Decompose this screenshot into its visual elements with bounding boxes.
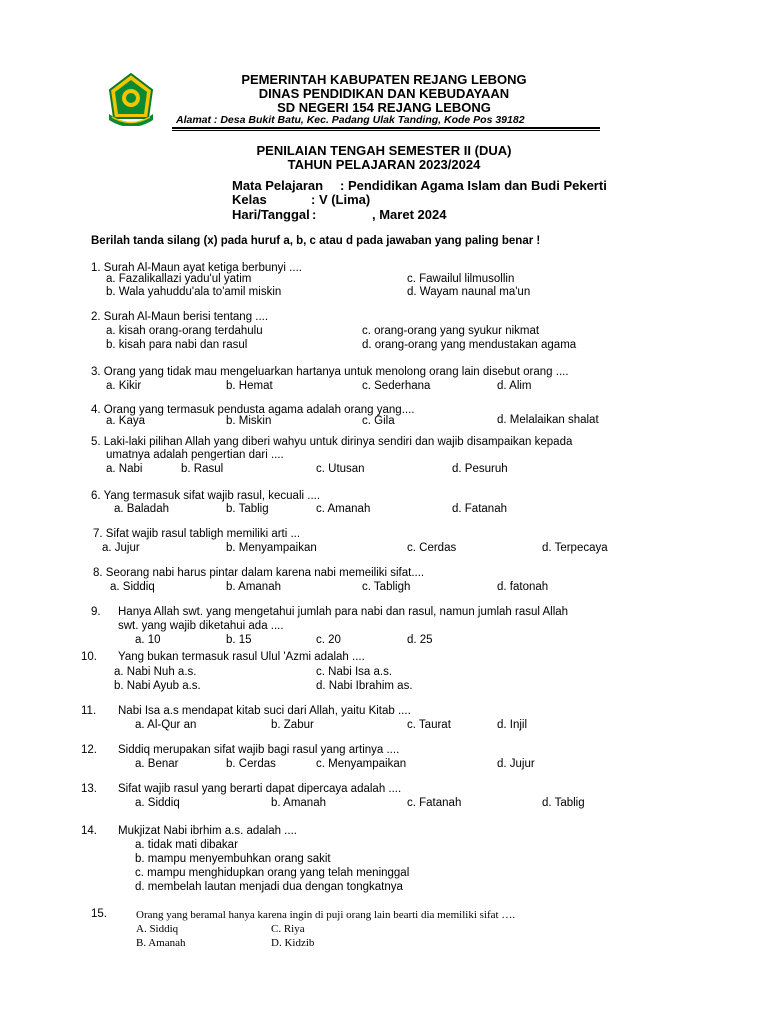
header-address: Alamat : Desa Bukit Batu, Kec. Padang Ulak Tanding, Kode Pos 39182 <box>176 114 525 126</box>
header-divider-thick <box>172 127 600 129</box>
q7-option-c: c. Cerdas <box>407 542 457 554</box>
q12-option-d: d. Jujur <box>497 758 535 770</box>
q8-option-c: c. Tabligh <box>362 581 411 593</box>
question-13: Sifat wajib rasul yang berarti dapat dipercaya adalah .... <box>118 783 402 795</box>
question-9-number: 9. <box>91 606 101 618</box>
question-13-number: 13. <box>81 783 97 795</box>
question-5: 5. Laki-laki pilihan Allah yang diberi wahyu untuk dirinya sendiri dan wajib disampaikan kepada <box>91 436 573 448</box>
q3-option-c: c. Sederhana <box>362 380 431 392</box>
header-department: DINAS PENDIDIKAN DAN KEBUDAYAAN <box>258 86 510 101</box>
question-7: 7. Sifat wajib rasul tabligh memiliki arti ... <box>93 528 301 540</box>
q11-option-b: b. Zabur <box>271 719 314 731</box>
q6-option-c: c. Amanah <box>316 503 371 515</box>
question-4: 4. Orang yang termasuk pendusta agama adalah orang yang.... <box>91 404 415 416</box>
q1-option-b: b. Wala yahuddu'ala to'amil miskin <box>106 286 282 298</box>
q13-option-b: b. Amanah <box>271 797 326 809</box>
question-10-number: 10. <box>81 651 97 663</box>
q12-option-c: c. Menyampaikan <box>316 758 407 770</box>
q14-option-d: d. membelah lautan menjadi dua dengan tongkatnya <box>135 881 403 893</box>
q2-option-c: c. orang-orang yang syukur nikmat <box>362 325 540 337</box>
q9-option-b: b. 15 <box>226 634 252 646</box>
q6-option-d: d. Fatanah <box>452 503 507 515</box>
question-12: Siddiq merupakan sifat wajib bagi rasul yang artinya .... <box>118 744 400 756</box>
q14-option-b: b. mampu menyembuhkan orang sakit <box>135 853 331 865</box>
exam-title: PENILAIAN TENGAH SEMESTER II (DUA) <box>256 143 512 158</box>
q1-option-a: a. Fazalikallazi yadu'ul yatim <box>106 273 252 285</box>
class-value: : V (Lima) <box>311 192 371 207</box>
q11-option-a: a. Al-Qur an <box>135 719 197 731</box>
q3-option-b: b. Hemat <box>226 380 273 392</box>
q2-option-b: b. kisah para nabi dan rasul <box>106 339 248 351</box>
q8-option-d: d. fatonah <box>497 581 549 593</box>
q5-option-d: d. Pesuruh <box>452 463 508 475</box>
question-6: 6. Yang termasuk sifat wajib rasul, kecuali .... <box>91 490 321 502</box>
q7-option-d: d. Terpecaya <box>542 542 608 554</box>
question-1: 1. Surah Al-Maun ayat ketiga berbunyi .... <box>91 262 302 274</box>
header-school: SD NEGERI 154 REJANG LEBONG <box>277 100 491 115</box>
q3-option-a: a. Kikir <box>106 380 142 392</box>
question-11: Nabi Isa a.s mendapat kitab suci dari Allah, yaitu Kitab .... <box>118 705 411 717</box>
q9-option-c: c. 20 <box>316 634 341 646</box>
q5-option-a: a. Nabi <box>106 463 143 475</box>
q15-option-c: C. Riya <box>271 923 305 935</box>
q11-option-d: d. Injil <box>497 719 528 731</box>
q13-option-d: d. Tablig <box>542 797 585 809</box>
q2-option-a: a. kisah orang-orang terdahulu <box>106 325 263 337</box>
q2-option-d: d. orang-orang yang mendustakan agama <box>362 339 577 351</box>
subject-value: : Pendidikan Agama Islam dan Budi Pekerti <box>340 178 607 193</box>
q1-option-d: d. Wayam naunal ma'un <box>407 286 531 298</box>
instruction: Berilah tanda silang (x) pada huruf a, b, c atau d pada jawaban yang paling benar ! <box>91 235 541 247</box>
q9-option-a: a. 10 <box>135 634 161 646</box>
exam-year: TAHUN PELAJARAN 2023/2024 <box>287 157 481 172</box>
question-3: 3. Orang yang tidak mau mengeluarkan hartanya untuk menolong orang lain disebut orang .... <box>91 366 569 378</box>
q4-option-d: d. Melalaikan shalat <box>497 414 599 426</box>
q12-option-b: b. Cerdas <box>226 758 276 770</box>
q5-option-c: c. Utusan <box>316 463 365 475</box>
q1-option-c: c. Fawailul lilmusollin <box>407 273 515 285</box>
q13-option-c: c. Fatanah <box>407 797 462 809</box>
q15-option-d: D. Kidzib <box>271 937 315 949</box>
q7-option-b: b. Menyampaikan <box>226 542 317 554</box>
q5-option-b: b. Rasul <box>181 463 224 475</box>
q10-option-c: c. Nabi Isa a.s. <box>316 666 393 678</box>
question-14: Mukjizat Nabi ibrhim a.s. adalah .... <box>118 825 297 837</box>
q15-option-b: B. Amanah <box>136 937 186 949</box>
q8-option-b: b. Amanah <box>226 581 281 593</box>
q14-option-c: c. mampu menghidupkan orang yang telah meninggal <box>135 867 410 879</box>
q11-option-c: c. Taurat <box>407 719 451 731</box>
question-12-number: 12. <box>81 744 97 756</box>
q10-option-d: d. Nabi Ibrahim as. <box>316 680 413 692</box>
question-5-cont: umatnya adalah pengertian dari .... <box>106 449 284 461</box>
question-11-number: 11. <box>81 705 97 717</box>
subject-label: Mata Pelajaran <box>232 178 324 193</box>
date-value: , Maret 2024 <box>372 207 447 222</box>
q10-option-a: a. Nabi Nuh a.s. <box>114 666 197 678</box>
q13-option-a: a. Siddiq <box>135 797 180 809</box>
q6-option-b: b. Tablig <box>226 503 269 515</box>
q7-option-a: a. Jujur <box>102 542 140 554</box>
q3-option-d: d. Alim <box>497 380 532 392</box>
question-10: Yang bukan termasuk rasul Ulul 'Azmi adalah .... <box>118 651 365 663</box>
q12-option-a: a. Benar <box>135 758 179 770</box>
question-15-number: 15. <box>91 908 107 920</box>
question-2: 2. Surah Al-Maun berisi tentang .... <box>91 311 269 323</box>
q15-option-a: A. Siddiq <box>136 923 179 935</box>
question-14-number: 14. <box>81 825 97 837</box>
q8-option-a: a. Siddiq <box>110 581 155 593</box>
question-8: 8. Seorang nabi harus pintar dalam karena nabi memeiliki sifat.... <box>93 567 425 579</box>
q9-option-d: d. 25 <box>407 634 433 646</box>
q6-option-a: a. Baladah <box>114 503 169 515</box>
q4-option-a: a. Kaya <box>106 415 145 427</box>
header-divider-thin <box>172 130 600 131</box>
q4-option-b: b. Miskin <box>226 415 272 427</box>
q10-option-b: b. Nabi Ayub a.s. <box>114 680 201 692</box>
header-government: PEMERINTAH KABUPATEN REJANG LEBONG <box>241 72 527 87</box>
question-9: Hanya Allah swt. yang mengetahui jumlah para nabi dan rasul, namun jumlah rasul Allah <box>118 606 569 618</box>
q4-option-c: c. Gila <box>362 415 395 427</box>
question-9-cont: swt. yang wajib diketahui ada .... <box>118 620 284 632</box>
date-colon: : <box>312 207 317 222</box>
q14-option-a: a. tidak mati dibakar <box>135 839 238 851</box>
class-label: Kelas <box>232 192 267 207</box>
date-label: Hari/Tanggal <box>232 207 310 222</box>
question-15: Orang yang beramal hanya karena ingin di puji orang lain bearti dia memiliki sifat …. <box>136 909 516 921</box>
